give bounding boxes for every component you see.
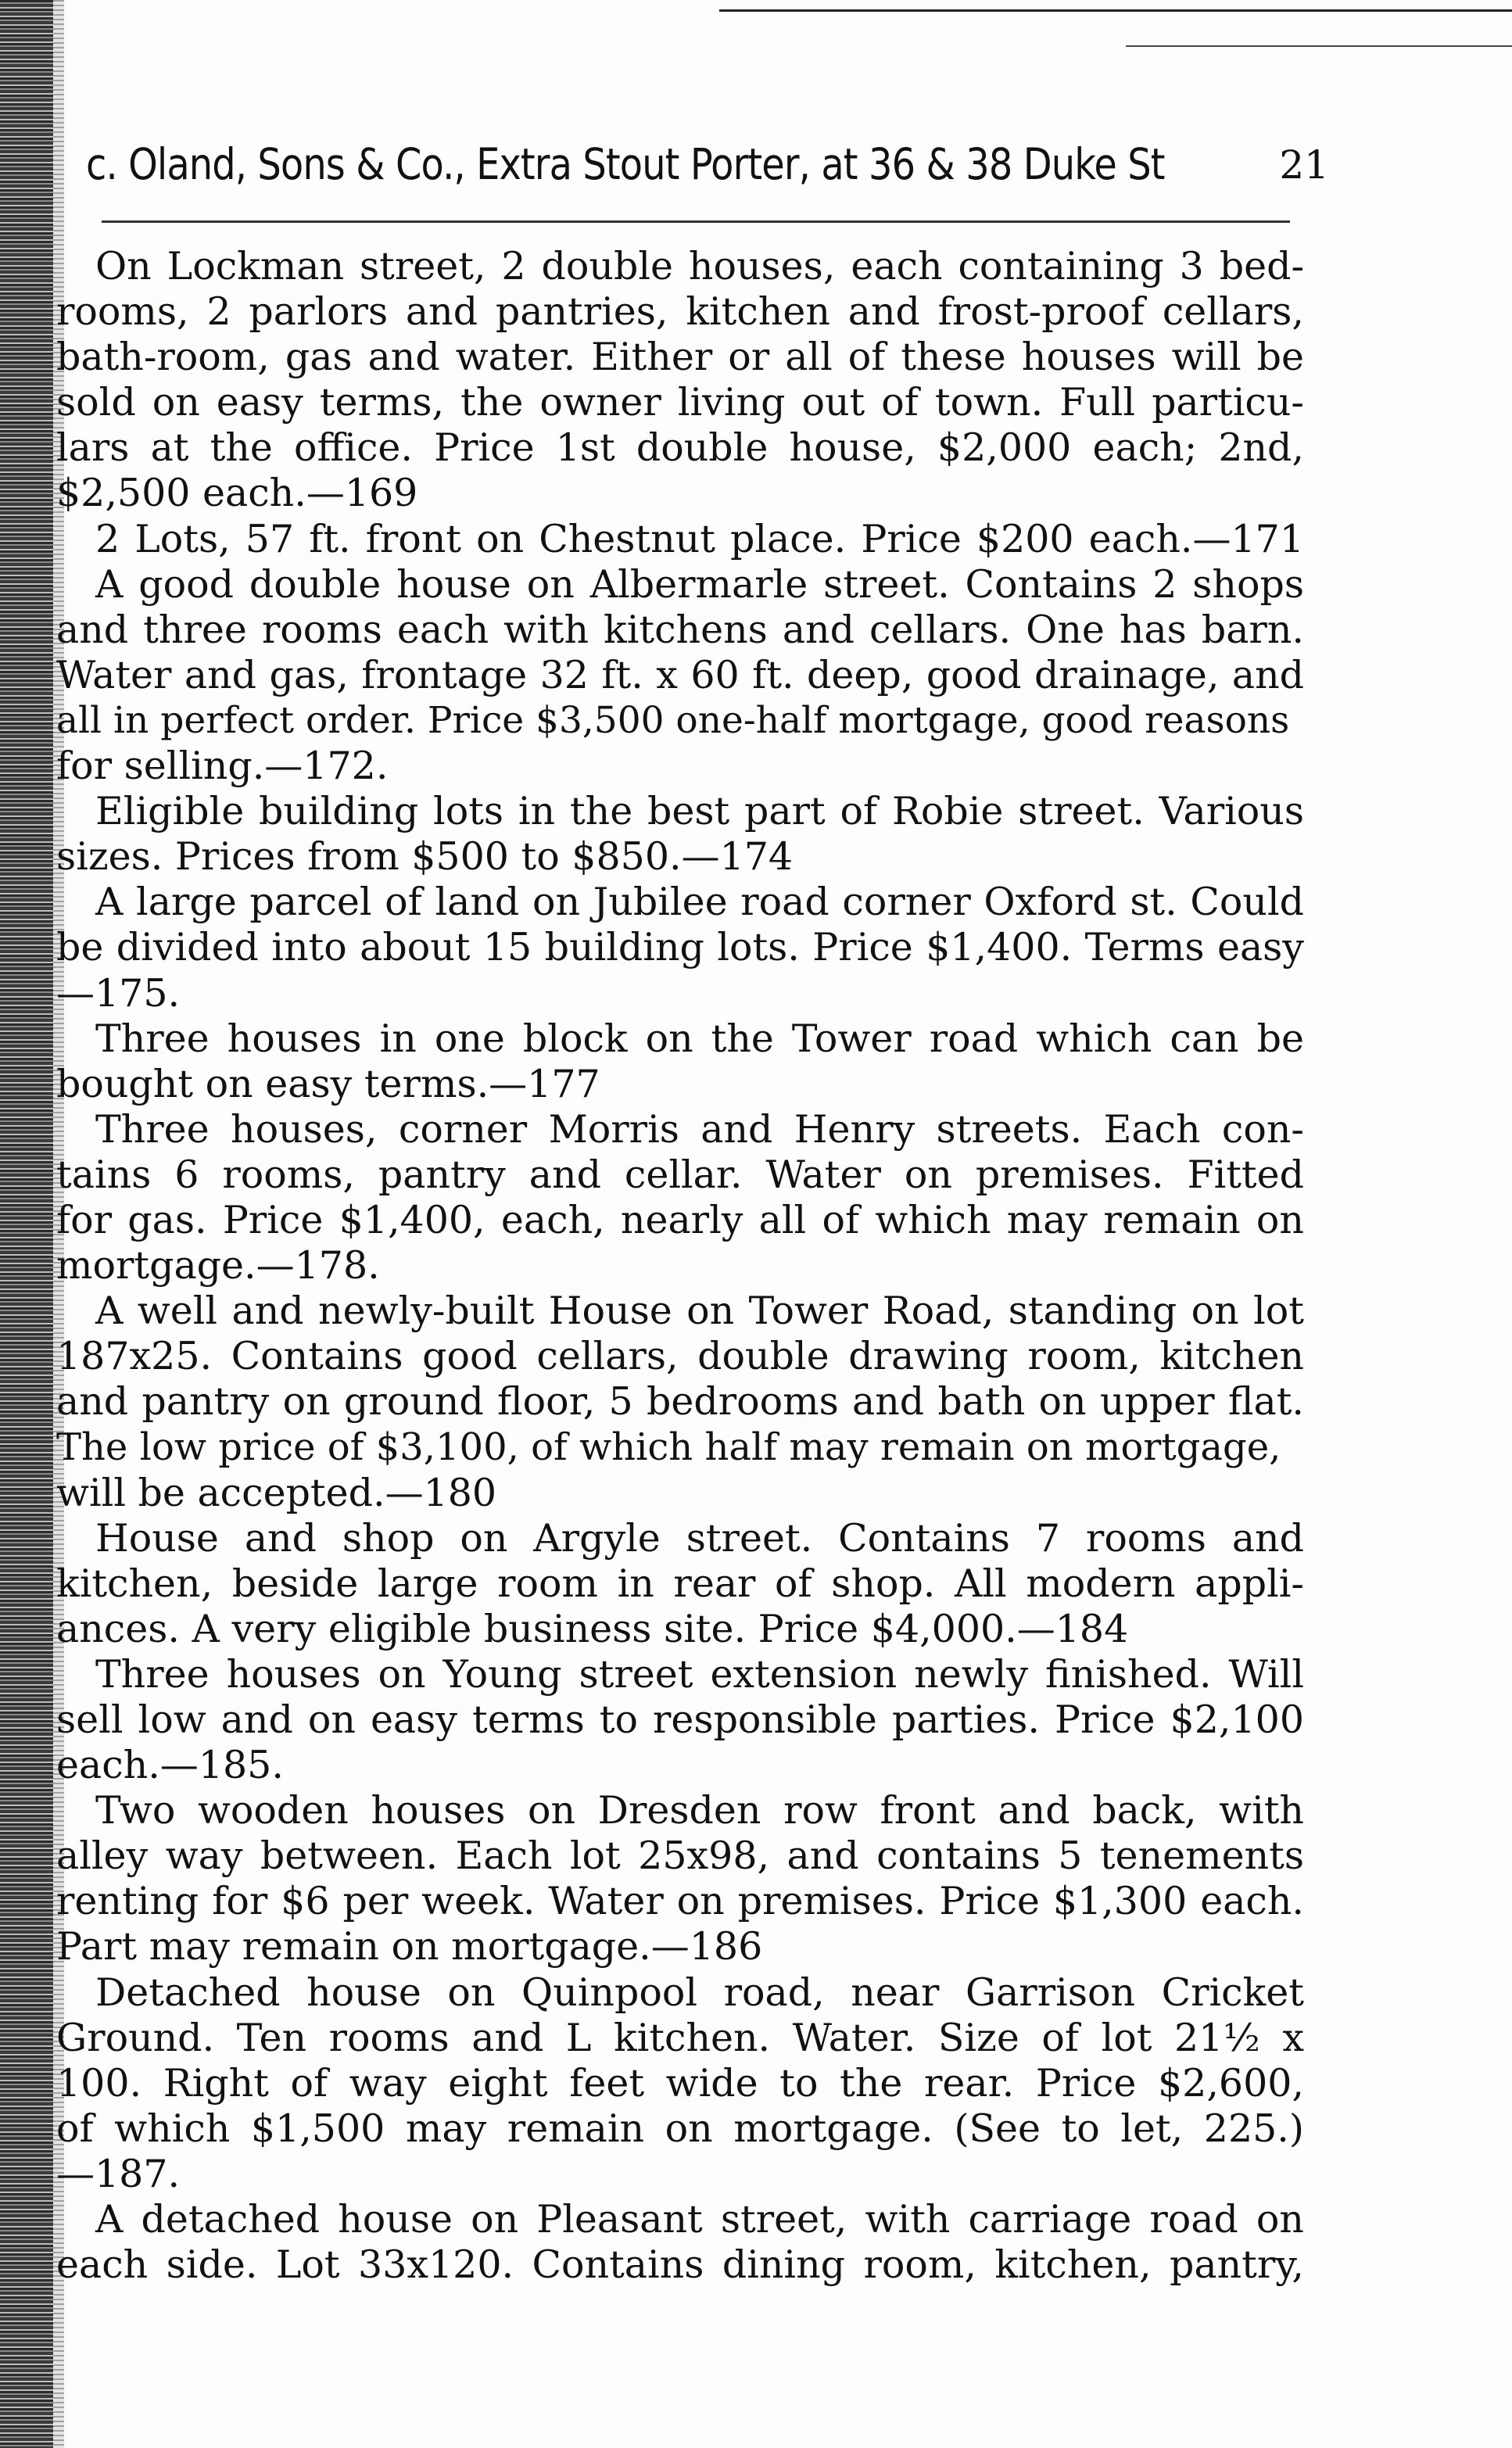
text-line: and pantry on ground floor, 5 bedrooms and bath on upper flat. [56,1379,1304,1425]
text-line: 100. Right of way eight feet wide to the rear. Price $2,600, [56,2060,1304,2106]
text-line: Eligible building lots in the best part of Robie street. Various [95,789,1304,834]
text-line: kitchen, beside large room in rear of shop. All modern appli- [56,1561,1304,1606]
text-line: —175. [56,970,181,1016]
text-line: A large parcel of land on Jubilee road corner Oxford st. Could [95,880,1304,925]
text-line: for selling.—172. [56,744,389,789]
top-rule-secondary [1126,45,1512,47]
text-line: lars at the office. Price 1st double house, $2,000 each; 2nd, [56,425,1304,471]
text-line: rooms, 2 parlors and pantries, kitchen and frost-proof cellars, [56,289,1304,335]
text-line: will be accepted.—180 [56,1470,497,1515]
text-line: 2 Lots, 57 ft. front on Chestnut place. Price $200 each.—171 [95,516,1304,561]
header-rule [102,220,1290,223]
text-line: Water and gas, frontage 32 ft. x 60 ft. deep, good drainage, and [56,652,1304,697]
text-line: The low price of $3,100, of which half may remain on mortgage, [56,1425,1281,1470]
text-line: sizes. Prices from $500 to $850.—174 [56,834,794,880]
text-line: Three houses on Young street extension newly finished. Will [95,1651,1304,1697]
text-line: bought on easy terms.—177 [56,1061,600,1106]
text-line: mortgage.—178. [56,1243,380,1289]
text-line: $2,500 each.—169 [56,471,418,516]
text-line: 187x25. Contains good cellars, double drawing room, kitchen [56,1334,1304,1379]
text-line: A well and newly-built House on Tower Road, standing on lot [95,1289,1304,1334]
text-line: Detached house on Quinpool road, near Garrison Cricket [95,1970,1304,2015]
listings-body [56,244,1304,2288]
text-line: A detached house on Pleasant street, with carriage road on [95,2197,1304,2242]
running-head [86,125,1329,203]
page-number: 21 [1279,142,1329,188]
text-line: of which $1,500 may remain on mortgage. (See to let, 225.) [56,2106,1304,2151]
running-head-title: c. Oland, Sons & Co., Extra Stout Porter, at 36 & 38 Duke St [86,139,1165,189]
text-line: On Lockman street, 2 double houses, each containing 3 bed- [95,244,1304,289]
text-line: Ground. Ten rooms and L kitchen. Water. Size of lot 21½ x [56,2015,1304,2060]
text-line: each side. Lot 33x120. Contains dining room, kitchen, pantry, [56,2242,1304,2288]
text-line: bath-room, gas and water. Either or all of these houses will be [56,335,1304,380]
text-line: ances. A very eligible business site. Price $4,000.—184 [56,1606,1129,1651]
text-line: —187. [56,2151,181,2196]
text-line: sold on easy terms, the owner living out of town. Full particu- [56,380,1304,425]
text-line: Two wooden houses on Dresden row front and back, with [95,1788,1304,1833]
text-line: each.—185. [56,1743,284,1788]
text-line: for gas. Price $1,400, each, nearly all of which may remain on [56,1197,1304,1242]
text-line: be divided into about 15 building lots. Price $1,400. Terms easy [56,925,1304,970]
text-line: Part may remain on mortgage.—186 [56,1924,763,1970]
text-line: all in perfect order. Price $3,500 one-half mortgage, good reasons [56,698,1290,742]
text-line: tains 6 rooms, pantry and cellar. Water on premises. Fitted [56,1152,1304,1197]
text-line: Three houses, corner Morris and Henry streets. Each con- [95,1106,1304,1152]
text-line: Three houses in one block on the Tower road which can be [95,1016,1304,1061]
text-line: House and shop on Argyle street. Contains 7 rooms and [95,1515,1304,1561]
text-line: alley way between. Each lot 25x98, and contains 5 tenements [56,1833,1304,1879]
top-rule [719,9,1512,12]
text-line: A good double house on Albermarle street. Contains 2 shops [95,561,1304,607]
binding-edge [0,0,53,2448]
text-line: sell low and on easy terms to responsible parties. Price $2,100 [56,1697,1304,1742]
text-line: and three rooms each with kitchens and cellars. One has barn. [56,607,1304,652]
text-line: renting for $6 per week. Water on premises. Price $1,300 each. [56,1879,1304,1924]
